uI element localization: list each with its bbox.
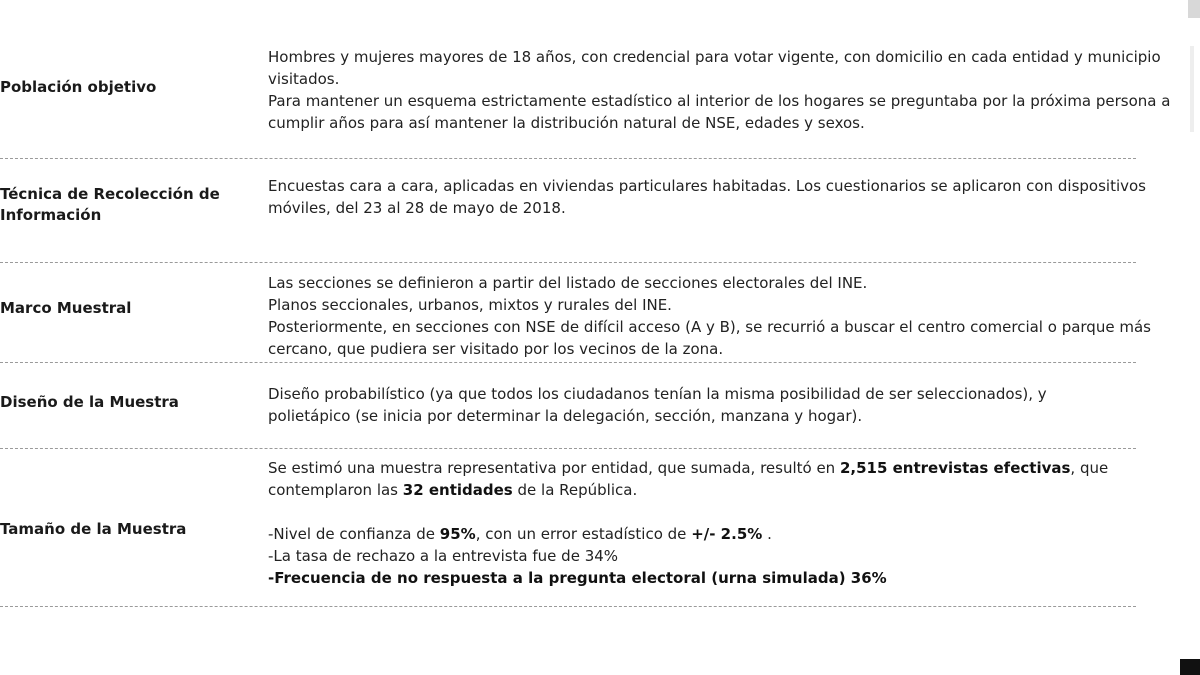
label-tamano-muestra: Tamaño de la Muestra	[0, 520, 187, 538]
poblacion-line-1: Hombres y mujeres mayores de 18 años, con credencial para votar vigente, con domicilio en cada entidad y municipio visitados.	[268, 48, 1161, 88]
corner-decoration	[1188, 0, 1200, 18]
tamano-paragraph-1	[268, 457, 1128, 501]
error-value: +/- 2.5%	[691, 525, 763, 543]
divider	[0, 606, 1136, 607]
marco-line-1: Las secciones se definieron a partir del listado de secciones electorales del INE.	[268, 274, 868, 292]
divider	[0, 262, 1136, 263]
marco-line-2: Planos seccionales, urbanos, mixtos y rurales del INE.	[268, 296, 672, 314]
tamano-text: de la República.	[512, 481, 638, 499]
label-tecnica-line-1: Técnica de Recolección de	[0, 185, 220, 203]
tamano-text: , que contemplaron las	[268, 459, 1109, 499]
confianza-text: , con un error estadístico de	[475, 525, 692, 543]
label-poblacion-objetivo: Población objetivo	[0, 78, 157, 96]
no-respuesta-line	[268, 567, 1128, 589]
marco-line-3: Posteriormente, en secciones con NSE de difícil acceso (A y B), se recurrió a buscar el centro comercial o parque más cercano, que pudiera ser visitado por los vecinos de la zona.	[268, 318, 1151, 358]
label-tecnica-line-2: Información	[0, 206, 102, 224]
content-poblacion-objetivo	[268, 46, 1193, 134]
entrevistas-efectivas: 2,515 entrevistas efectivas	[839, 459, 1071, 477]
nivel-confianza-line	[268, 523, 1128, 545]
content-diseno-muestra	[268, 383, 1088, 427]
confianza-text: .	[762, 525, 772, 543]
content-tecnica-recoleccion	[268, 175, 1178, 219]
confianza-value: 95%	[439, 525, 476, 543]
diseno-line-1: Diseño probabilístico (ya que todos los ciudadanos tenían la misma posibilidad de ser seleccionados), y polietápico (se inicia por determinar la delegación, sección, manzana y hogar).	[268, 385, 1047, 425]
no-respuesta-text: -Frecuencia de no respuesta a la pregunta electoral (urna simulada) 36%	[268, 569, 887, 587]
label-marco-muestral: Marco Muestral	[0, 299, 132, 317]
divider	[0, 448, 1136, 449]
content-marco-muestral	[268, 272, 1173, 360]
label-diseno-muestra: Diseño de la Muestra	[0, 393, 179, 411]
confianza-text: -Nivel de confianza de	[268, 525, 440, 543]
tamano-text: Se estimó una muestra representativa por entidad, que sumada, resultó en	[268, 459, 840, 477]
divider	[0, 362, 1136, 363]
entidades-count: 32 entidades	[402, 481, 513, 499]
label-tecnica-recoleccion	[0, 184, 220, 226]
content-tamano-muestra	[268, 457, 1128, 589]
divider	[0, 158, 1136, 159]
tecnica-line-1: Encuestas cara a cara, aplicadas en viviendas particulares habitadas. Los cuestionarios se aplicaron con dispositivos móviles, del 23 al 28 de mayo de 2018.	[268, 177, 1146, 217]
tasa-rechazo-line: -La tasa de rechazo a la entrevista fue de 34%	[268, 547, 619, 565]
poblacion-line-2: Para mantener un esquema estrictamente estadístico al interior de los hogares se preguntaba por la próxima persona a cumplir años para así mantener la distribución natural de NSE, edades y sexos.	[268, 92, 1171, 132]
corner-logo-fragment	[1180, 659, 1200, 675]
